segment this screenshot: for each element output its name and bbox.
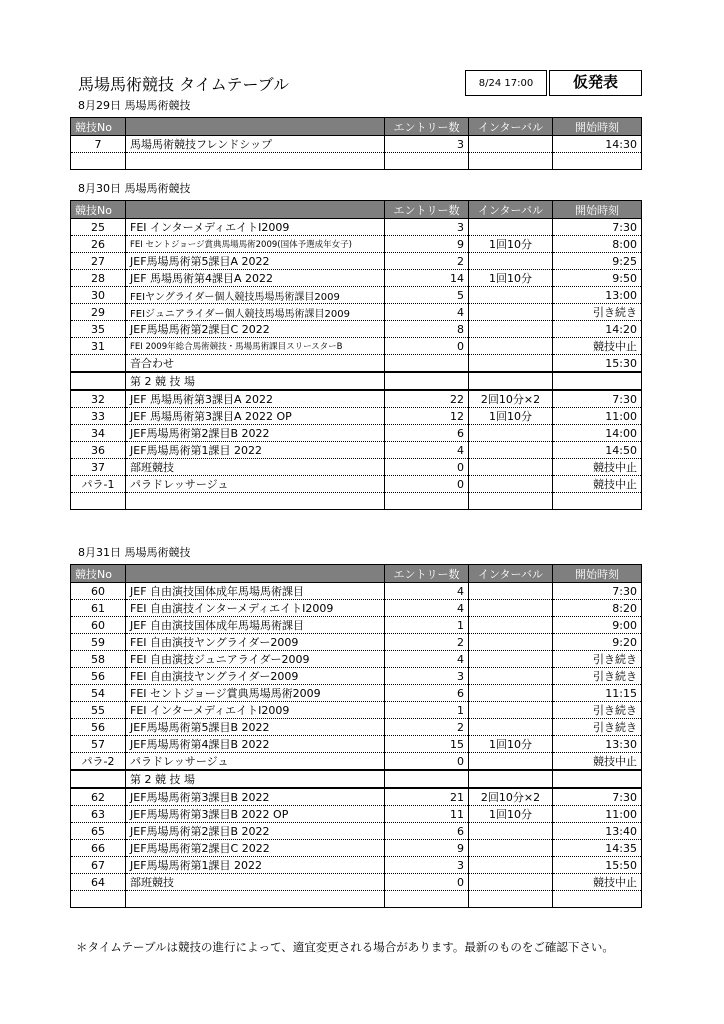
start-time: 11:15 <box>553 685 642 702</box>
table-row <box>71 702 642 719</box>
event-number <box>71 153 126 170</box>
entry-count: 2 <box>385 634 469 651</box>
event-name: JEF馬場馬術第2課目C 2022 <box>126 840 385 857</box>
entry-count: 0 <box>385 338 469 355</box>
event-name: JEF 馬場馬術第3課目A 2022 OP <box>126 408 385 425</box>
entry-count: 9 <box>385 840 469 857</box>
table-row <box>71 823 642 840</box>
event-number: 64 <box>71 874 126 891</box>
event-name: JEF馬場馬術第2課目B 2022 <box>126 823 385 840</box>
table-row <box>71 651 642 668</box>
entry-count <box>385 153 469 170</box>
entry-count: 4 <box>385 304 469 321</box>
interval <box>469 634 553 651</box>
interval <box>469 840 553 857</box>
start-time: 14:50 <box>553 442 642 459</box>
event-name: FEI 2009年総合馬術競技・馬場馬術課目スリースターB <box>126 338 385 355</box>
event-number: 32 <box>71 390 126 408</box>
interval <box>469 891 553 908</box>
event-number: パラ-1 <box>71 476 126 493</box>
entry-count: 4 <box>385 442 469 459</box>
event-name: JEF 自由演技国体成年馬場馬術課目 <box>126 583 385 600</box>
header-entry: エントリー数 <box>385 565 469 583</box>
entry-count: 4 <box>385 600 469 617</box>
day-label-aug29: 8月29日 馬場馬術競技 <box>78 99 191 112</box>
event-name: パラドレッサージュ <box>126 476 385 493</box>
interval: 2回10分×2 <box>469 788 553 806</box>
start-time: 9:20 <box>553 634 642 651</box>
table-row <box>71 719 642 736</box>
event-number: 29 <box>71 304 126 321</box>
event-name: JEF馬場馬術第3課目B 2022 <box>126 788 385 806</box>
start-time: 13:00 <box>553 287 642 304</box>
interval <box>469 321 553 338</box>
table-row <box>71 874 642 891</box>
interval <box>469 651 553 668</box>
event-name: 音合わせ <box>126 355 385 373</box>
table-row <box>71 236 642 253</box>
table-row <box>71 493 642 510</box>
start-time: 引き続き <box>553 719 642 736</box>
event-number: 56 <box>71 668 126 685</box>
interval: 1回10分 <box>469 806 553 823</box>
interval <box>469 685 553 702</box>
event-name: FEI 自由演技ヤングライダー2009 <box>126 668 385 685</box>
header-row <box>71 565 642 583</box>
start-time: 13:30 <box>553 736 642 753</box>
start-time: 14:35 <box>553 840 642 857</box>
table-row <box>71 857 642 874</box>
event-number: 63 <box>71 806 126 823</box>
header-event <box>126 565 385 583</box>
event-name: 部班競技 <box>126 874 385 891</box>
header-event <box>126 118 385 136</box>
entry-count: 2 <box>385 719 469 736</box>
table-row <box>71 459 642 476</box>
entry-count: 14 <box>385 270 469 287</box>
interval: 2回10分×2 <box>469 390 553 408</box>
table-row <box>71 408 642 425</box>
arena-divider-row <box>71 372 642 390</box>
start-time: 8:00 <box>553 236 642 253</box>
event-name: FEIヤングライダー個人競技馬場馬術課目2009 <box>126 287 385 304</box>
start-time: 7:30 <box>553 390 642 408</box>
start-time: 11:00 <box>553 806 642 823</box>
table-row <box>71 634 642 651</box>
event-number <box>71 891 126 908</box>
event-name: FEI インターメディエイトⅠ2009 <box>126 702 385 719</box>
event-number: 7 <box>71 136 126 153</box>
event-name: JEF馬場馬術第5課目A 2022 <box>126 253 385 270</box>
interval <box>469 442 553 459</box>
header-no: 競技No <box>71 118 126 136</box>
event-name: FEIジュニアライダー個人競技馬場馬術課目2009 <box>126 304 385 321</box>
event-name: FEI 自由演技ジュニアライダー2009 <box>126 651 385 668</box>
event-name: JEF馬場馬術第4課目B 2022 <box>126 736 385 753</box>
interval: 1回10分 <box>469 408 553 425</box>
start-time: 14:00 <box>553 425 642 442</box>
interval <box>469 459 553 476</box>
header-interval: インターバル <box>469 201 553 219</box>
table-row <box>71 442 642 459</box>
event-name: 部班競技 <box>126 459 385 476</box>
table-row <box>71 617 642 634</box>
start-time <box>553 891 642 908</box>
event-number: 25 <box>71 219 126 236</box>
entry-count: 4 <box>385 651 469 668</box>
event-name: FEI 自由演技ヤングライダー2009 <box>126 634 385 651</box>
entry-count: 4 <box>385 583 469 600</box>
start-time: 15:50 <box>553 857 642 874</box>
start-time: 15:30 <box>553 355 642 373</box>
event-name <box>126 493 385 510</box>
start-time: 引き続き <box>553 651 642 668</box>
event-name: JEF 馬場馬術第4課目A 2022 <box>126 270 385 287</box>
entry-count: 9 <box>385 236 469 253</box>
event-number: 67 <box>71 857 126 874</box>
start-time: 引き続き <box>553 702 642 719</box>
entry-count: 3 <box>385 668 469 685</box>
event-number: 66 <box>71 840 126 857</box>
start-time: 7:30 <box>553 219 642 236</box>
entry-count: 5 <box>385 287 469 304</box>
event-number: 33 <box>71 408 126 425</box>
start-time: 競技中止 <box>553 338 642 355</box>
entry-count: 22 <box>385 390 469 408</box>
table-row <box>71 153 642 170</box>
header-interval: インターバル <box>469 565 553 583</box>
entry-count: 0 <box>385 459 469 476</box>
interval <box>469 857 553 874</box>
header-start: 開始時刻 <box>553 118 642 136</box>
table-row <box>71 219 642 236</box>
interval: 1回10分 <box>469 736 553 753</box>
event-number: パラ-2 <box>71 753 126 771</box>
interval: 1回10分 <box>469 270 553 287</box>
entry-count: 6 <box>385 425 469 442</box>
event-name: JEF馬場馬術第2課目C 2022 <box>126 321 385 338</box>
table-row <box>71 685 642 702</box>
interval <box>469 219 553 236</box>
header-row <box>71 201 642 219</box>
entry-count: 15 <box>385 736 469 753</box>
arena-label: 第 2 競 技 場 <box>126 372 385 390</box>
event-name: JEF 馬場馬術第3課目A 2022 <box>126 390 385 408</box>
event-number: 62 <box>71 788 126 806</box>
table-row <box>71 321 642 338</box>
event-name: JEF馬場馬術第2課目B 2022 <box>126 425 385 442</box>
interval <box>469 153 553 170</box>
interval <box>469 600 553 617</box>
interval <box>469 702 553 719</box>
event-number: 31 <box>71 338 126 355</box>
entry-count: 8 <box>385 321 469 338</box>
header-entry: エントリー数 <box>385 118 469 136</box>
interval <box>469 253 553 270</box>
table-row <box>71 736 642 753</box>
event-number: 28 <box>71 270 126 287</box>
table-row <box>71 425 642 442</box>
arena-label: 第 2 競 技 場 <box>126 770 385 788</box>
start-time: 14:20 <box>553 321 642 338</box>
start-time: 競技中止 <box>553 753 642 771</box>
start-time <box>553 153 642 170</box>
event-name: JEF 自由演技国体成年馬場馬術課目 <box>126 617 385 634</box>
footnote: ＊タイムテーブルは競技の進行によって、適宜変更される場合があります。最新のものをご確認下さい。 <box>76 940 614 954</box>
interval <box>469 823 553 840</box>
interval: 1回10分 <box>469 236 553 253</box>
interval <box>469 136 553 153</box>
interval <box>469 719 553 736</box>
event-number <box>71 355 126 373</box>
interval <box>469 668 553 685</box>
start-time: 9:00 <box>553 617 642 634</box>
table-row <box>71 476 642 493</box>
entry-count: 0 <box>385 753 469 771</box>
page-title: 馬場馬術競技 タイムテーブル <box>78 75 290 94</box>
header-no: 競技No <box>71 565 126 583</box>
interval <box>469 355 553 373</box>
table-row <box>71 806 642 823</box>
event-number: 35 <box>71 321 126 338</box>
table-row <box>71 270 642 287</box>
start-time <box>553 493 642 510</box>
start-time: 11:00 <box>553 408 642 425</box>
event-number: 34 <box>71 425 126 442</box>
start-time: 13:40 <box>553 823 642 840</box>
table-row <box>71 668 642 685</box>
event-name: JEF馬場馬術第3課目B 2022 OP <box>126 806 385 823</box>
table-row <box>71 390 642 408</box>
date-stamp: 8/24 17:00 <box>465 70 547 96</box>
entry-count <box>385 493 469 510</box>
entry-count: 0 <box>385 476 469 493</box>
table-row <box>71 583 642 600</box>
entry-count <box>385 891 469 908</box>
event-number: 36 <box>71 442 126 459</box>
start-time: 7:30 <box>553 583 642 600</box>
table-row <box>71 287 642 304</box>
table-row <box>71 253 642 270</box>
event-name: 馬場馬術競技フレンドシップ <box>126 136 385 153</box>
table-row <box>71 136 642 153</box>
event-number <box>71 493 126 510</box>
day-label-aug31: 8月31日 馬場馬術競技 <box>78 546 191 559</box>
start-time: 引き続き <box>553 668 642 685</box>
event-number: 61 <box>71 600 126 617</box>
table-row <box>71 304 642 321</box>
event-name: FEI セントジョージ賞典馬場馬術2009(国体予選成年女子) <box>126 236 385 253</box>
event-number: 54 <box>71 685 126 702</box>
interval <box>469 287 553 304</box>
table-row <box>71 891 642 908</box>
interval <box>469 476 553 493</box>
entry-count: 1 <box>385 617 469 634</box>
schedule-table-aug31 <box>70 564 642 908</box>
entry-count: 2 <box>385 253 469 270</box>
event-number: 59 <box>71 634 126 651</box>
event-number: 26 <box>71 236 126 253</box>
event-number: 60 <box>71 617 126 634</box>
entry-count: 21 <box>385 788 469 806</box>
header-event <box>126 201 385 219</box>
start-time: 引き続き <box>553 304 642 321</box>
entry-count: 0 <box>385 874 469 891</box>
entry-count: 3 <box>385 136 469 153</box>
start-time: 14:30 <box>553 136 642 153</box>
interval <box>469 493 553 510</box>
event-number: 55 <box>71 702 126 719</box>
interval <box>469 338 553 355</box>
entry-count: 6 <box>385 685 469 702</box>
header-entry: エントリー数 <box>385 201 469 219</box>
status-badge: 仮発表 <box>549 70 642 96</box>
arena-divider-row <box>71 770 642 788</box>
start-time: 競技中止 <box>553 476 642 493</box>
header-start: 開始時刻 <box>553 565 642 583</box>
event-number: 37 <box>71 459 126 476</box>
table-row <box>71 338 642 355</box>
event-number: 60 <box>71 583 126 600</box>
table-row <box>71 600 642 617</box>
event-name: FEI セントジョージ賞典馬場馬術2009 <box>126 685 385 702</box>
interval <box>469 617 553 634</box>
interval <box>469 753 553 771</box>
table-row <box>71 355 642 373</box>
interval <box>469 583 553 600</box>
schedule-table-aug30 <box>70 200 642 510</box>
event-number: 30 <box>71 287 126 304</box>
event-number: 27 <box>71 253 126 270</box>
start-time: 7:30 <box>553 788 642 806</box>
event-name: FEI インターメディエイトⅠ2009 <box>126 219 385 236</box>
entry-count <box>385 355 469 373</box>
entry-count: 12 <box>385 408 469 425</box>
event-number: 65 <box>71 823 126 840</box>
header-start: 開始時刻 <box>553 201 642 219</box>
event-name <box>126 891 385 908</box>
header-no: 競技No <box>71 201 126 219</box>
event-number: 57 <box>71 736 126 753</box>
event-name: JEF馬場馬術第1課目 2022 <box>126 857 385 874</box>
event-name: FEI 自由演技インターメディエイトⅠ2009 <box>126 600 385 617</box>
entry-count: 3 <box>385 857 469 874</box>
start-time: 競技中止 <box>553 874 642 891</box>
interval <box>469 304 553 321</box>
event-name: パラドレッサージュ <box>126 753 385 771</box>
day-label-aug30: 8月30日 馬場馬術競技 <box>78 182 191 195</box>
header-row <box>71 118 642 136</box>
start-time: 競技中止 <box>553 459 642 476</box>
event-name: JEF馬場馬術第1課目 2022 <box>126 442 385 459</box>
entry-count: 11 <box>385 806 469 823</box>
table-row <box>71 788 642 806</box>
header-interval: インターバル <box>469 118 553 136</box>
event-number: 56 <box>71 719 126 736</box>
event-number: 58 <box>71 651 126 668</box>
table-row <box>71 753 642 771</box>
interval <box>469 874 553 891</box>
start-time: 8:20 <box>553 600 642 617</box>
entry-count: 1 <box>385 702 469 719</box>
entry-count: 3 <box>385 219 469 236</box>
start-time: 9:50 <box>553 270 642 287</box>
event-name: JEF馬場馬術第5課目B 2022 <box>126 719 385 736</box>
start-time: 9:25 <box>553 253 642 270</box>
schedule-table-aug29 <box>70 117 642 170</box>
event-name <box>126 153 385 170</box>
table-row <box>71 840 642 857</box>
interval <box>469 425 553 442</box>
entry-count: 6 <box>385 823 469 840</box>
